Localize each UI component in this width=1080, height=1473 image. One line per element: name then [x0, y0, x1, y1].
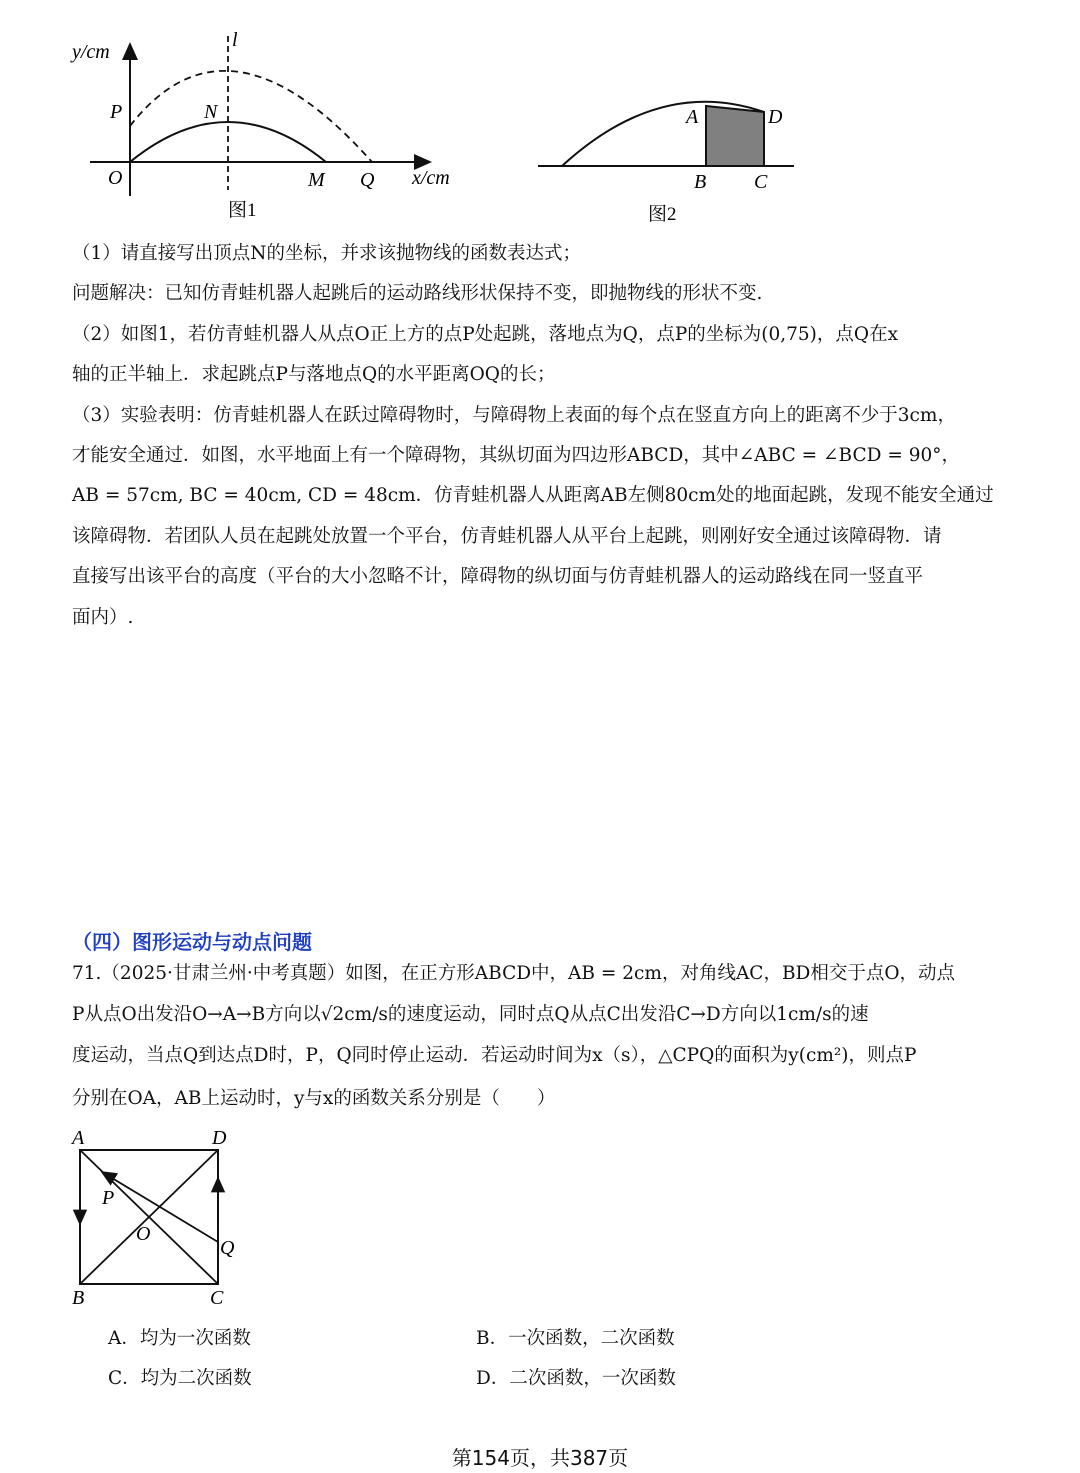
question-3-line-4: 该障碍物．若团队人员在起跳处放置一个平台，仿青蛙机器人从平台上起跳，则刚好安全通过该障碍物．请 [72, 526, 942, 547]
y-axis-label: y/cm [72, 41, 110, 63]
question-3-line-6: 面内）. [72, 607, 134, 628]
dashed-parabola [130, 71, 372, 162]
segment-qp-arrow [102, 1172, 218, 1242]
question-2-line-1: （2）如图1，若仿青蛙机器人从点O正上方的点P处起跳，落地点为Q，点P的坐标为(0,75)，点Q在x [72, 324, 898, 345]
question-3-line-5: 直接写出该平台的高度（平台的大小忽略不计，障碍物的纵切面与仿青蛙机器人的运动路线在同一竖直平 [72, 566, 924, 587]
question-1: （1）请直接写出顶点N的坐标，并求该抛物线的函数表达式； [72, 243, 581, 264]
problem-71-line-3: 度运动，当点Q到达点D时，P，Q同时停止运动．若运动时间为x（s），△CPQ的面积为y(cm²)，则点P [72, 1045, 917, 1066]
section-title: （四）图形运动与动点问题 [72, 930, 312, 954]
square-point-C: C [210, 1287, 224, 1309]
point-N-label: N [204, 101, 218, 123]
option-d[interactable]: D．二次函数，一次函数 [476, 1368, 676, 1389]
obstacle-abcd [706, 106, 764, 166]
point-O-label: O [108, 167, 123, 189]
point-C-label: C [754, 171, 768, 193]
option-c[interactable]: C．均为二次函数 [108, 1368, 252, 1389]
option-b[interactable]: B．一次函数，二次函数 [476, 1328, 675, 1349]
problem-solving-note: 问题解决：已知仿青蛙机器人起跳后的运动路线形状保持不变，即抛物线的形状不变. [72, 283, 763, 304]
point-M-label: M [308, 169, 325, 191]
problem-71-line-1: 71.（2025·甘肃兰州·中考真题）如图，在正方形ABCD中，AB = 2cm，对角线AC，BD相交于点O，动点 [72, 963, 956, 984]
question-3-line-3: AB = 57cm, BC = 40cm, CD = 48cm．仿青蛙机器人从距离AB左侧80cm处的地面起跳，发现不能安全通过 [72, 485, 994, 506]
x-axis-label: x/cm [412, 167, 450, 189]
figure-2-caption: 图2 [648, 204, 677, 225]
square-point-O: O [136, 1223, 151, 1245]
point-B-label: B [694, 171, 707, 193]
figure-1-caption: 图1 [228, 200, 257, 221]
point-A-label: A [686, 106, 699, 128]
question-3-line-1: （3）实验表明：仿青蛙机器人在跃过障碍物时，与障碍物上表面的每个点在竖直方向上的距离不少于3cm， [72, 405, 956, 426]
option-a[interactable]: A．均为一次函数 [108, 1328, 251, 1349]
figure-1 [60, 28, 480, 228]
problem-71-line-2: P从点O出发沿O→A→B方向以√2cm/s的速度运动，同时点Q从点C出发沿C→D方向以1cm/s的速 [72, 1004, 869, 1025]
square-point-B: B [72, 1287, 85, 1309]
point-Q-label: Q [360, 169, 375, 191]
line-l-label: l [232, 29, 238, 51]
square-point-D: D [212, 1127, 227, 1149]
problem-71-line-4: 分别在OA，AB上运动时，y与x的函数关系分别是（ ） [72, 1088, 556, 1109]
square-point-P: P [102, 1187, 115, 1209]
point-D-label: D [768, 106, 783, 128]
square-point-Q: Q [220, 1237, 235, 1259]
question-3-line-2: 才能安全通过．如图，水平地面上有一个障碍物，其纵切面为四边形ABCD，其中∠ABC = ∠BCD = 90°， [72, 445, 960, 466]
point-P-label: P [110, 101, 123, 123]
question-2-line-2: 轴的正半轴上．求起跳点P与落地点Q的水平距离OQ的长； [72, 364, 556, 385]
figure-2 [530, 96, 810, 231]
page-footer: 第154页，共387页 [451, 1446, 629, 1470]
square-point-A: A [72, 1127, 85, 1149]
figure-square [64, 1122, 254, 1312]
